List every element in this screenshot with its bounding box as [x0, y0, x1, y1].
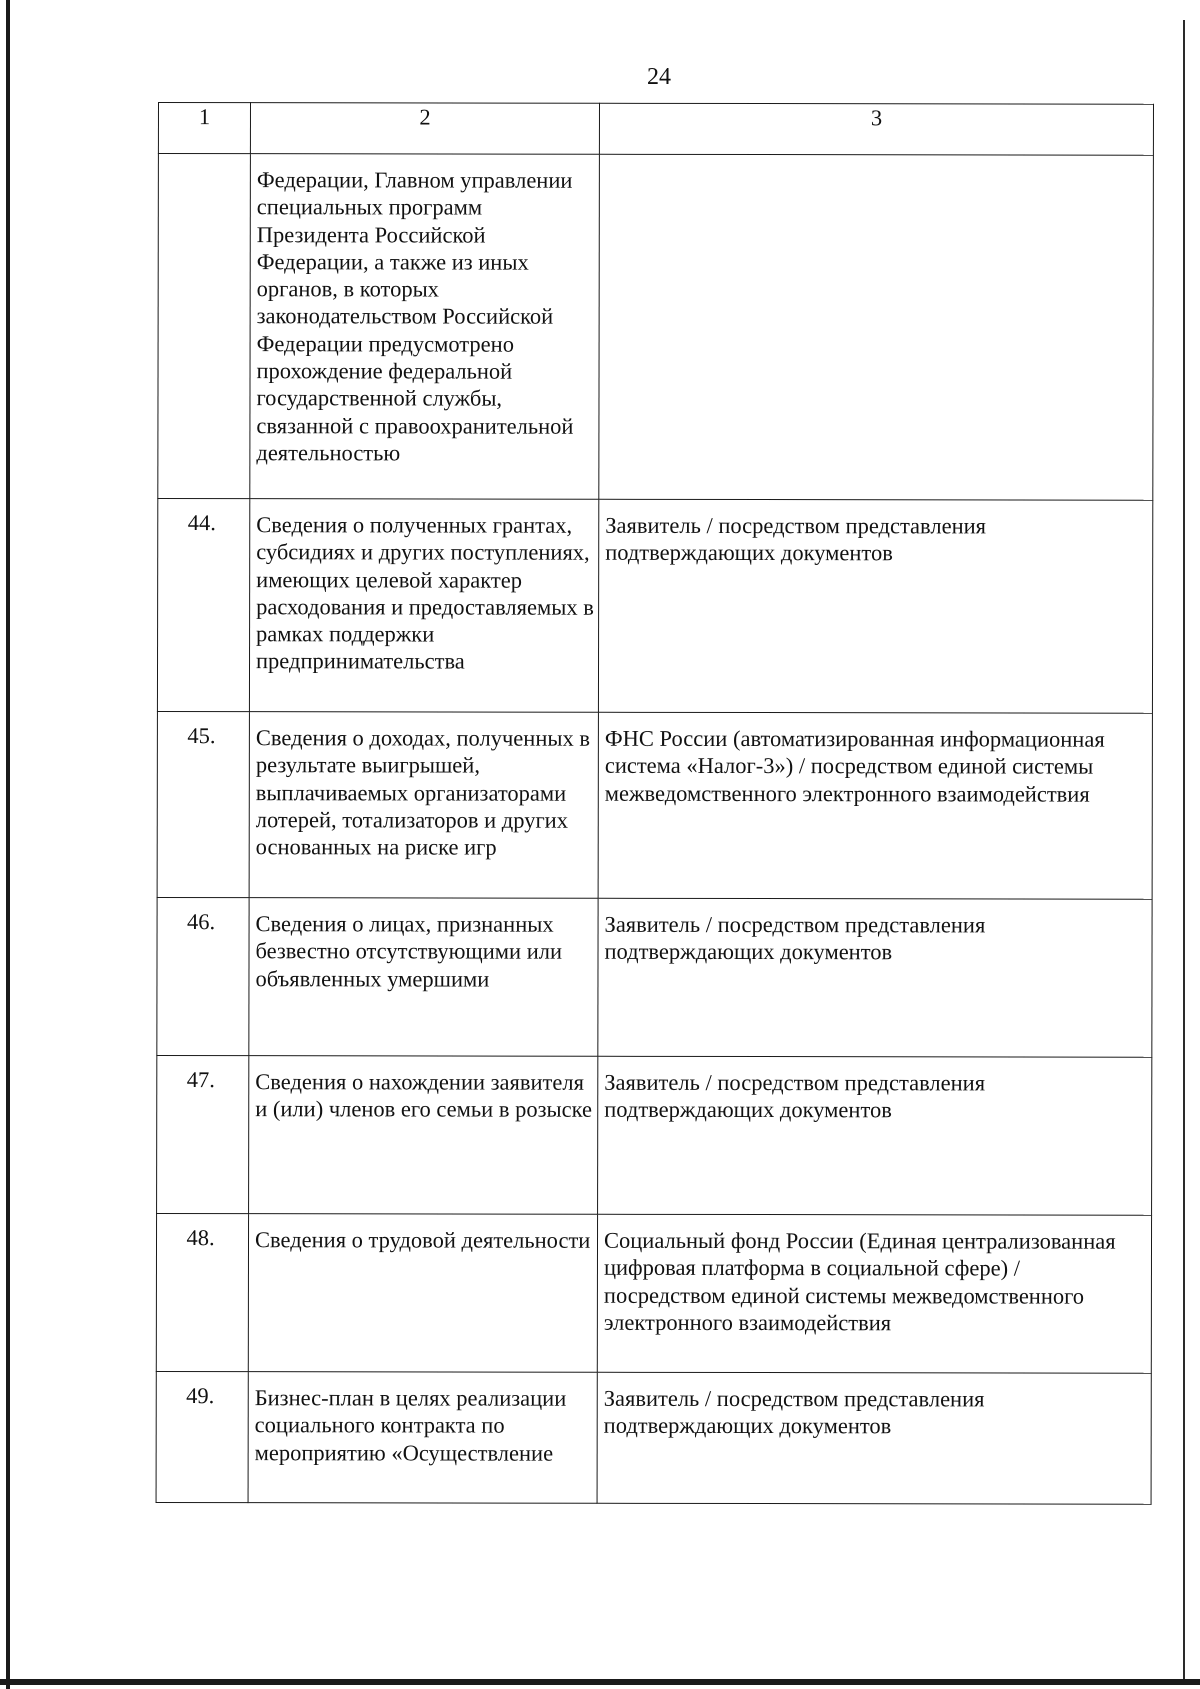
source-cell	[599, 154, 1154, 500]
table-row	[156, 1213, 1151, 1373]
row-number	[159, 154, 250, 164]
source-cell	[598, 1056, 1152, 1215]
table-row	[157, 897, 1152, 1057]
header-cell-2: 2	[250, 103, 599, 155]
source-text: Социальный фонд России (Единая централизованная цифровая платформа в социальной сфере) / посредством единой системы межведомственного электронного взаимодействия	[603, 1227, 1116, 1336]
page-number-text: 24	[647, 64, 671, 90]
row-number-cell	[157, 499, 249, 712]
description-text: Бизнес-план в целях реализации социального контракта по мероприятию «Осуществление	[254, 1385, 567, 1466]
source-cell	[598, 712, 1152, 899]
table-row	[158, 154, 1154, 501]
description-text: Сведения о полученных грантах, субсидиях и других поступлениях, имеющих целевой характер расходования и предоставляемых в рамках поддержки предпринимательства	[256, 512, 594, 675]
description-text: Федерации, Главном управлении специальных программ Президента Российской Федерации, а также из иных органов, в которых законодательством Российской Федерации предусмотрено прохождение федеральной государственной службы, связанной с правоохранительной деятельностью	[256, 167, 574, 466]
source-text: ФНС России (автоматизированная информационная система «Налог-3») / посредством единой системы межведомственного электронного взаимодействия	[604, 725, 1105, 807]
source-cell	[597, 1214, 1151, 1373]
description-text: Сведения о лицах, признанных безвестно отсутствующими или объявленных умершими	[255, 911, 563, 992]
description-text: Сведения о нахождении заявителя и (или) членов его семьи в розыске	[255, 1069, 592, 1123]
header-cell-1: 1	[158, 103, 250, 154]
source-cell	[598, 499, 1152, 713]
description-cell	[249, 712, 598, 899]
table-row	[156, 1371, 1151, 1504]
description-cell	[249, 898, 598, 1057]
source-text: Заявитель / посредством представления подтверждающих документов	[604, 911, 986, 965]
table-row	[157, 1055, 1152, 1215]
scan-edge-bottom	[0, 1679, 1200, 1685]
row-number-cell	[157, 711, 249, 897]
row-number-cell	[157, 897, 249, 1055]
description-cell	[248, 1372, 597, 1504]
table-header-row	[158, 103, 1153, 156]
row-number-cell	[157, 1055, 249, 1213]
source-text: Заявитель / посредством представления подтверждающих документов	[603, 1385, 985, 1439]
table-row	[157, 711, 1152, 899]
description-text: Сведения о трудовой деятельности	[254, 1227, 591, 1253]
table-row	[157, 499, 1152, 714]
source-text: Заявитель / посредством представления подтверждающих документов	[605, 512, 987, 566]
row-number: 48.	[186, 1225, 215, 1251]
row-number: 49.	[186, 1383, 215, 1409]
description-cell	[250, 154, 600, 500]
description-cell	[249, 1056, 598, 1215]
row-number: 45.	[187, 723, 216, 749]
document-table	[156, 102, 1154, 1505]
scan-edge-right	[1183, 20, 1185, 1680]
description-cell	[248, 1214, 597, 1373]
row-number: 46.	[186, 909, 216, 935]
header-cell-3: 3	[599, 103, 1153, 155]
scan-edge-left	[6, 0, 10, 1689]
row-number-cell	[158, 154, 251, 499]
source-cell	[597, 1372, 1151, 1504]
row-number: 47.	[186, 1067, 215, 1093]
source-cell	[598, 898, 1152, 1057]
source-text	[600, 155, 1153, 176]
description-text: Сведения о доходах, полученных в результате выигрышей, выплачиваемых организаторами лотерей, тотализаторов и других основанных на риске игр	[255, 725, 591, 860]
source-text: Заявитель / посредством представления подтверждающих документов	[604, 1069, 986, 1123]
description-cell	[249, 499, 598, 713]
row-number-cell	[156, 1371, 248, 1502]
row-number-cell	[156, 1213, 248, 1371]
row-number: 44.	[187, 510, 216, 536]
